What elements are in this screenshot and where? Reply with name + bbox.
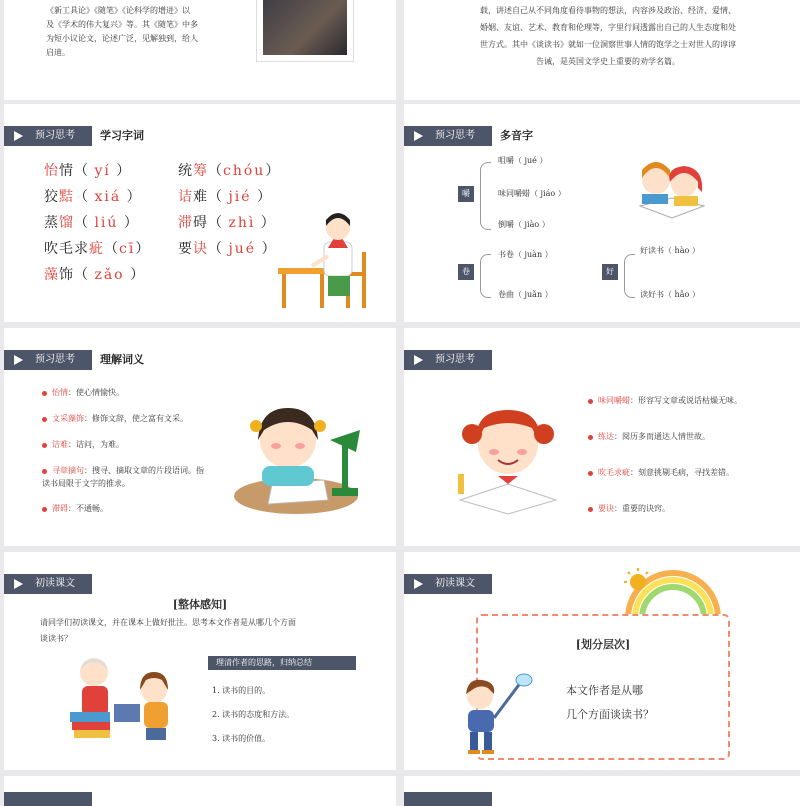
summary-point: 2. 读书的态度和方法。 <box>212 710 295 719</box>
definition-item: 寻章摘句：搜寻、摘取文章的片段语词。指读书局限于文字的推求。 <box>42 466 204 488</box>
word-row: 滞碍（ zhì ） <box>178 215 276 231</box>
char-box: 卷 <box>458 264 474 280</box>
slide-polyphones[interactable] <box>404 104 800 322</box>
section-subtitle: 多音字 <box>500 129 533 142</box>
group-brace <box>480 162 491 230</box>
card-question: 几个方面谈读书？ <box>566 708 654 721</box>
definition-item: 文采藻饰：修饰文辞，使之富有文采。 <box>42 412 222 425</box>
section-heading: [整体感知] <box>172 598 228 611</box>
word-row: 诘难（ jié ） <box>178 189 273 205</box>
slide-next-right[interactable] <box>404 776 800 806</box>
intro-line: 请同学们初读课文，并在课本上做好批注。思考本文作者是从哪几个方面 <box>40 618 296 627</box>
section-tag-partial <box>404 792 492 806</box>
play-icon <box>414 579 423 589</box>
section-tag <box>4 126 92 146</box>
polyphone-item: 咀嚼（ jué ） <box>498 156 548 165</box>
play-icon <box>414 131 423 141</box>
card-heading: [划分层次] <box>575 638 631 651</box>
section-subtitle: 理解词义 <box>100 353 144 366</box>
play-icon <box>414 355 423 365</box>
essay-line: 世方式。其中《谈读书》就如一位洞察世事人情的饱学之士对世人的谆谆 <box>480 40 736 49</box>
polyphone-item: 读好书（ hǎo ） <box>640 290 700 299</box>
essay-line: 告诫，是英国文学史上重要的劝学名篇。 <box>536 57 680 66</box>
group-brace <box>624 254 635 298</box>
summary-point: 1. 读书的目的。 <box>212 686 271 695</box>
definition-item: 味同嚼蜡：形容写文章或说话枯燥无味。 <box>588 394 788 407</box>
rainbow-sun-icon <box>618 568 728 618</box>
tag-label: 预习思考 <box>435 130 475 141</box>
slide-first-reading[interactable] <box>4 552 396 770</box>
polyphone-item: 味同嚼蜡（ jiáo ） <box>498 189 566 198</box>
essay-line: 婚姻、友谊、艺术、教育和伦理等，字里行间透露出自己的人生态度和处 <box>480 23 736 32</box>
essay-text <box>438 2 778 70</box>
word-row: 蒸馏（ liú ） <box>44 215 139 231</box>
char-box: 好 <box>602 264 618 280</box>
polyphone-item: 好读书（ hào ） <box>640 246 700 255</box>
word-row: 狡黠（ xiá ） <box>44 189 142 205</box>
word-row: 藻饰（ zǎo ） <box>44 267 146 283</box>
slide-vocabulary[interactable] <box>4 104 396 322</box>
slide-word-meanings-2[interactable] <box>404 328 800 546</box>
word-row: 要诀（ jué ） <box>178 241 277 257</box>
definition-item: 滞碍：不通畅。 <box>42 502 222 515</box>
polyphone-item: 书卷（ juàn ） <box>498 250 553 259</box>
slide-structure[interactable] <box>404 552 800 770</box>
char-box: 嚼 <box>458 186 474 202</box>
intro-line: 启迪。 <box>46 48 70 57</box>
boy-with-net-illustration <box>458 672 534 756</box>
definition-item: 练达：阅历多而通达人情世故。 <box>588 430 788 443</box>
slide-next-left[interactable] <box>4 776 396 806</box>
student-desk-illustration <box>272 208 376 312</box>
intro-text <box>46 4 246 60</box>
summary-point: 3. 读书的价值。 <box>212 734 271 743</box>
intro-line: 《新工具论》《随笔》《论科学的增进》以 <box>46 6 190 15</box>
intro-line: 谈读书？ <box>40 634 72 643</box>
play-icon <box>14 579 23 589</box>
definition-item: 要诀：重要的诀窍。 <box>588 502 788 515</box>
section-tag <box>404 126 492 146</box>
definition-item: 怡情：使心情愉快。 <box>42 386 222 399</box>
slide-word-meanings[interactable] <box>4 328 396 546</box>
intro-line: 及《学术的伟大复兴》等。其《随笔》中多 <box>46 20 198 29</box>
teacher-student-illustration <box>64 652 184 752</box>
card-question: 本文作者是从哪 <box>566 684 643 697</box>
section-tag <box>404 574 492 594</box>
section-tag <box>404 350 492 370</box>
word-row: 吹毛求疵（cī） <box>44 241 151 257</box>
slide-bacon-intro[interactable] <box>4 0 396 100</box>
slide-essay-intro[interactable] <box>404 0 800 100</box>
tag-label: 预习思考 <box>35 354 75 365</box>
section-tag <box>4 574 92 594</box>
tag-label: 初读课文 <box>435 578 475 589</box>
play-icon <box>14 355 23 365</box>
definition-item: 吹毛求疵：刻意挑剔毛病，寻找差错。 <box>588 466 788 479</box>
essay-line: 载，讲述自己从不同角度看待事物的想法，内容涉及政治、经济、爱情、 <box>480 6 736 15</box>
section-subtitle: 学习字词 <box>100 129 144 142</box>
kids-reading-illustration <box>632 158 710 222</box>
girl-reading-illustration <box>452 400 562 520</box>
tag-label: 预习思考 <box>35 130 75 141</box>
summary-bar: 理清作者的思路，归纳总结 <box>208 656 356 670</box>
polyphone-item: 卷曲（ juǎn ） <box>498 290 553 299</box>
word-row: 统筹（chóu） <box>178 163 281 179</box>
girl-studying-illustration <box>232 400 370 520</box>
tag-label: 初读课文 <box>35 578 75 589</box>
section-tag-partial <box>4 792 92 806</box>
polyphone-item: 倒嚼（ jiào ） <box>498 220 550 229</box>
group-brace <box>480 254 491 298</box>
play-icon <box>14 131 23 141</box>
section-tag <box>4 350 92 370</box>
portrait-image <box>256 0 354 62</box>
intro-line: 为短小议论文，论述广泛，见解独到，给人 <box>46 34 198 43</box>
tag-label: 预习思考 <box>435 354 475 365</box>
definition-item: 诘难：诘问，为难。 <box>42 438 222 451</box>
word-row: 怡情（ yí ） <box>44 163 132 179</box>
